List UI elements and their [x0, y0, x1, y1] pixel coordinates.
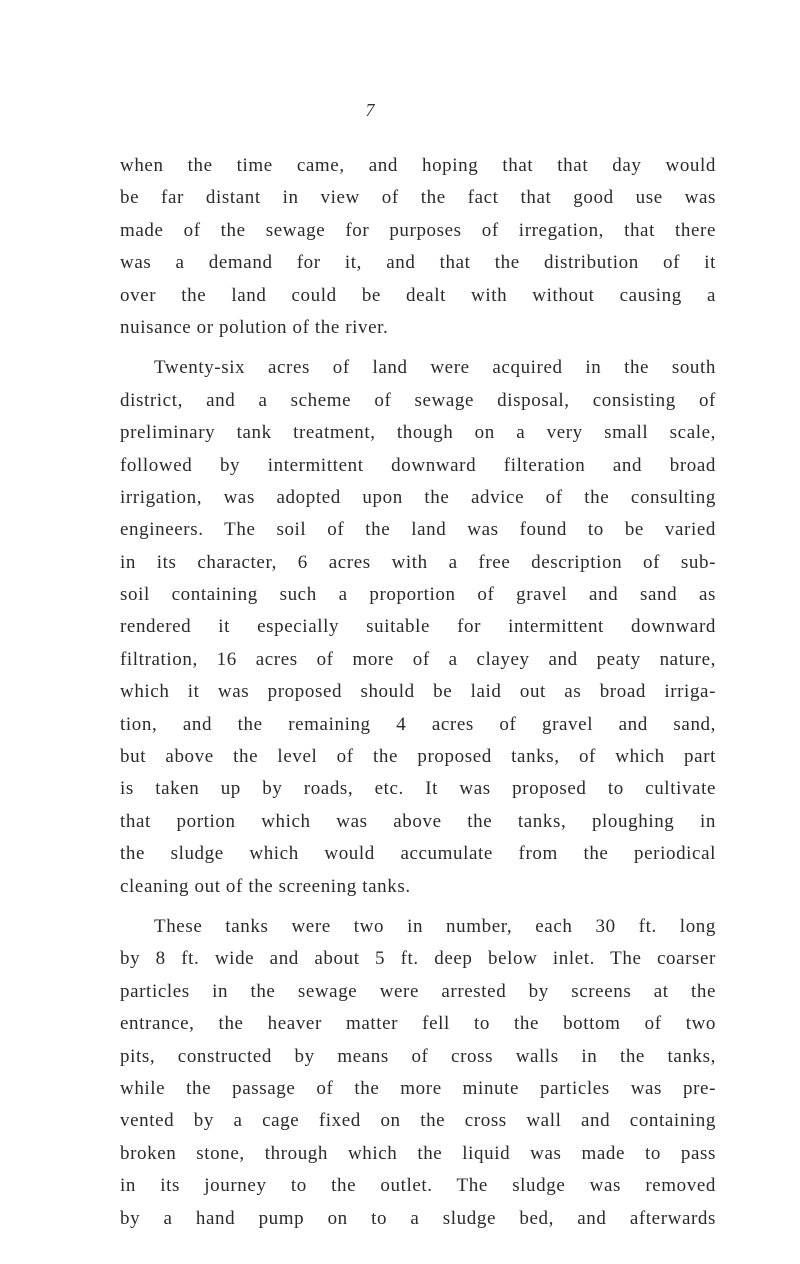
text-line: rendered it especially suitable for intermittent downward: [120, 616, 716, 638]
text-line: by 8 ft. wide and about 5 ft. deep below inlet. The coarser: [120, 948, 716, 970]
body-text: [120, 150, 716, 1235]
text-line: the sludge which would accumulate from the periodical: [120, 843, 716, 865]
text-line: irrigation, was adopted upon the advice of the consulting: [120, 486, 716, 508]
text-line: filtration, 16 acres of more of a clayey and peaty nature,: [120, 648, 716, 670]
text-line: entrance, the heaver matter fell to the bottom of two: [120, 1013, 716, 1035]
text-line: in its character, 6 acres with a free description of sub-: [120, 551, 716, 573]
text-line: particles in the sewage were arrested by screens at the: [120, 980, 716, 1002]
text-line: engineers. The soil of the land was found to be varied: [120, 519, 716, 541]
text-line: is taken up by roads, etc. It was proposed to cultivate: [120, 778, 716, 800]
text-line: in its journey to the outlet. The sludge was removed: [120, 1175, 716, 1197]
text-line: by a hand pump on to a sludge bed, and afterwards: [120, 1207, 716, 1229]
text-line: preliminary tank treatment, though on a very small scale,: [120, 422, 716, 444]
paragraph-gap: [120, 344, 716, 352]
paragraph-3: [120, 911, 716, 1235]
text-line: was a demand for it, and that the distribution of it: [120, 252, 716, 274]
text-line: nuisance or polution of the river.: [120, 316, 389, 338]
paragraph-1: [120, 150, 716, 344]
text-line: district, and a scheme of sewage disposal, consisting of: [120, 389, 716, 411]
text-line: while the passage of the more minute particles was pre-: [120, 1077, 716, 1099]
text-line: Twenty-six acres of land were acquired in the south: [154, 357, 716, 379]
paragraph-gap: [120, 903, 716, 911]
text-line: which it was proposed should be laid out as broad irriga-: [120, 681, 716, 703]
text-line: but above the level of the proposed tanks, of which part: [120, 746, 716, 768]
text-line: that portion which was above the tanks, ploughing in: [120, 810, 716, 832]
text-line: followed by intermittent downward filteration and broad: [120, 454, 716, 476]
text-line: soil containing such a proportion of gravel and sand as: [120, 584, 716, 606]
text-line: These tanks were two in number, each 30 ft. long: [154, 915, 716, 937]
text-line: tion, and the remaining 4 acres of gravel and sand,: [120, 713, 716, 735]
text-line: vented by a cage fixed on the cross wall and containing: [120, 1110, 716, 1132]
text-line: broken stone, through which the liquid was made to pass: [120, 1142, 716, 1164]
text-line: cleaning out of the screening tanks.: [120, 875, 411, 897]
text-line: pits, constructed by means of cross walls in the tanks,: [120, 1045, 716, 1067]
text-line: over the land could be dealt with without causing a: [120, 284, 716, 306]
text-line: when the time came, and hoping that that day would: [120, 155, 716, 176]
page-number: 7: [365, 100, 375, 120]
text-line: made of the sewage for purposes of irregation, that there: [120, 219, 716, 241]
text-line: be far distant in view of the fact that good use was: [120, 187, 716, 209]
paragraph-2: [120, 352, 716, 903]
